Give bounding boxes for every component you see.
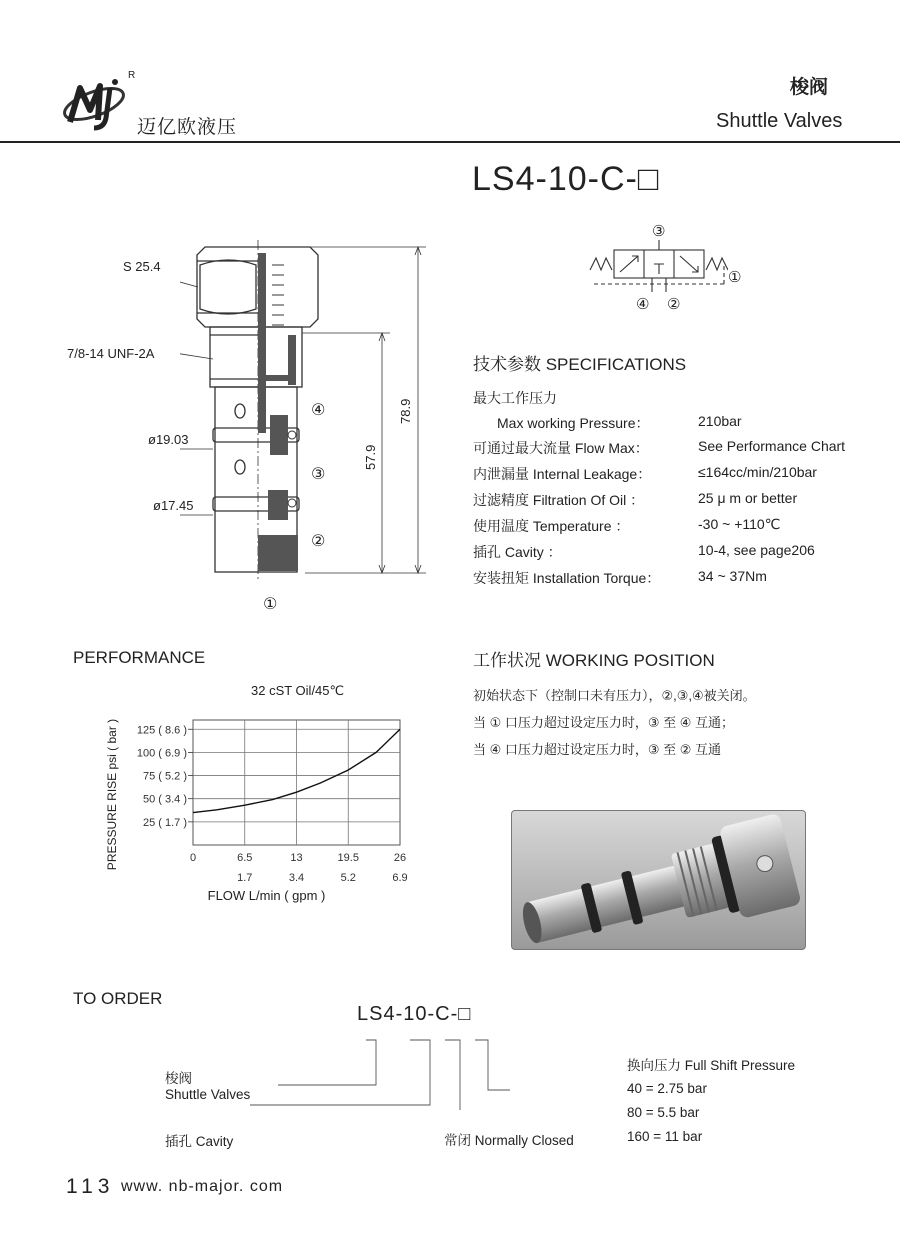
order-shift-title: 换向压力 Full Shift Pressure (627, 1058, 796, 1073)
spec-value: ≤164cc/min/210bar (698, 464, 817, 480)
spec-row (473, 568, 873, 594)
y-tick-label: 125 ( 8.6 ) (136, 724, 187, 737)
diameter-19-label: ø19.03 (148, 432, 189, 447)
performance-title: PERFORMANCE (73, 648, 206, 667)
order-code: LS4-10-C-□ (357, 1003, 472, 1025)
x-tick-label-gpm: 6.9 (392, 872, 408, 884)
to-order-title: TO ORDER (73, 989, 163, 1008)
website-url: www. nb-major. com (121, 1178, 284, 1195)
spec-value: See Performance Chart (698, 438, 846, 454)
order-option: 160 = 11 bar (627, 1129, 703, 1144)
spec-label: 最大工作压力 (473, 390, 557, 406)
order-option: 80 = 5.5 bar (627, 1105, 700, 1120)
spec-value: 10-4, see page206 (698, 542, 815, 558)
header-rule (0, 141, 900, 143)
x-tick-label: 13 (290, 852, 303, 864)
model-code: LS4-10-C-□ (472, 160, 660, 198)
port-3-label: ③ (311, 466, 326, 483)
hex-size-label: S 25.4 (123, 259, 161, 274)
company-name: 迈亿欧液压 (137, 117, 238, 138)
symbol-port-4: ④ (636, 296, 650, 313)
company-logo (60, 74, 132, 136)
category-cn: 梭阀 (790, 77, 829, 98)
spec-table (473, 388, 873, 594)
valve-photo-illustration (512, 811, 805, 949)
x-tick-label: 0 (189, 852, 197, 864)
order-normally-closed: 常闭 Normally Closed (444, 1133, 574, 1148)
category-en: Shuttle Valves (716, 110, 843, 132)
spec-row (473, 413, 873, 438)
working-position-line: 当 ① 口压力超过设定压力时，③ 至 ④ 互通； (473, 715, 735, 730)
port-2-label: ② (311, 533, 326, 550)
x-tick-label-gpm: 5.2 (340, 872, 356, 884)
spec-label: 可通过最大流量 Flow Max： (473, 440, 649, 456)
registered-mark: R (128, 70, 136, 81)
performance-chart (60, 700, 420, 910)
x-tick-label: 6.5 (237, 852, 253, 864)
y-tick-label: 50 ( 3.4 ) (142, 793, 187, 806)
symbol-port-2: ② (667, 296, 681, 313)
order-cavity: 插孔 Cavity (165, 1134, 234, 1149)
thread-label: 7/8-14 UNF-2A (67, 346, 155, 361)
specifications-title: 技术参数 SPECIFICATIONS (473, 355, 687, 374)
height-total-label: 78.9 (398, 398, 413, 424)
spec-value: 34 ~ 37Nm (698, 568, 767, 584)
spec-label: Max working Pressure： (497, 415, 650, 431)
order-shuttle-cn: 梭阀 (165, 1071, 192, 1086)
spec-row (473, 516, 873, 542)
x-axis-label: FLOW L/min ( gpm ) (207, 888, 326, 903)
spec-row (473, 438, 873, 464)
spec-label: 使用温度 Temperature ： (473, 518, 630, 534)
spec-label: 过滤精度 Filtration Of Oil ： (473, 492, 645, 508)
order-option: 40 = 2.75 bar (627, 1081, 707, 1096)
performance-subtitle: 32 cST Oil/45℃ (251, 683, 345, 698)
order-shuttle-en: Shuttle Valves (165, 1087, 251, 1102)
x-tick-label-gpm: 1.7 (237, 872, 253, 884)
y-axis-label: PRESSURE RISE psi ( bar ) (105, 718, 119, 871)
spec-row (473, 542, 873, 568)
spec-value: -30 ~ +110℃ (698, 516, 781, 532)
page-number: 113 (66, 1175, 115, 1198)
height-body-label: 57.9 (363, 444, 378, 470)
y-tick-label: 75 ( 5.2 ) (142, 770, 187, 783)
hydraulic-symbol (588, 240, 728, 300)
working-position-title: 工作状况 WORKING POSITION (473, 651, 715, 670)
symbol-port-3: ③ (652, 223, 666, 240)
port-4-label: ④ (311, 402, 326, 419)
spec-label: 安装扭矩 Installation Torque： (473, 570, 661, 586)
port-1-label: ① (263, 596, 278, 613)
product-photo (511, 810, 806, 950)
spec-row (473, 490, 873, 516)
y-tick-label: 100 ( 6.9 ) (136, 747, 187, 760)
x-tick-label: 19.5 (337, 852, 359, 864)
working-position-line: 初始状态下（控制口未有压力），②,③,④被关闭。 (473, 688, 756, 703)
x-tick-label-gpm: 3.4 (288, 872, 305, 884)
spec-row (473, 388, 873, 413)
symbol-port-1: ① (728, 269, 742, 286)
spec-label: 内泄漏量 Internal Leakage： (473, 466, 652, 482)
working-position-line: 当 ④ 口压力超过设定压力时，③ 至 ② 互通 (473, 742, 722, 757)
spec-value: 210bar (698, 413, 742, 429)
y-tick-label: 25 ( 1.7 ) (142, 816, 187, 829)
diameter-17-label: ø17.45 (153, 498, 194, 513)
x-tick-label: 26 (393, 852, 407, 864)
spec-value: 25 μ m or better (698, 490, 798, 506)
spec-label: 插孔 Cavity ： (473, 544, 562, 560)
spec-row (473, 464, 873, 490)
